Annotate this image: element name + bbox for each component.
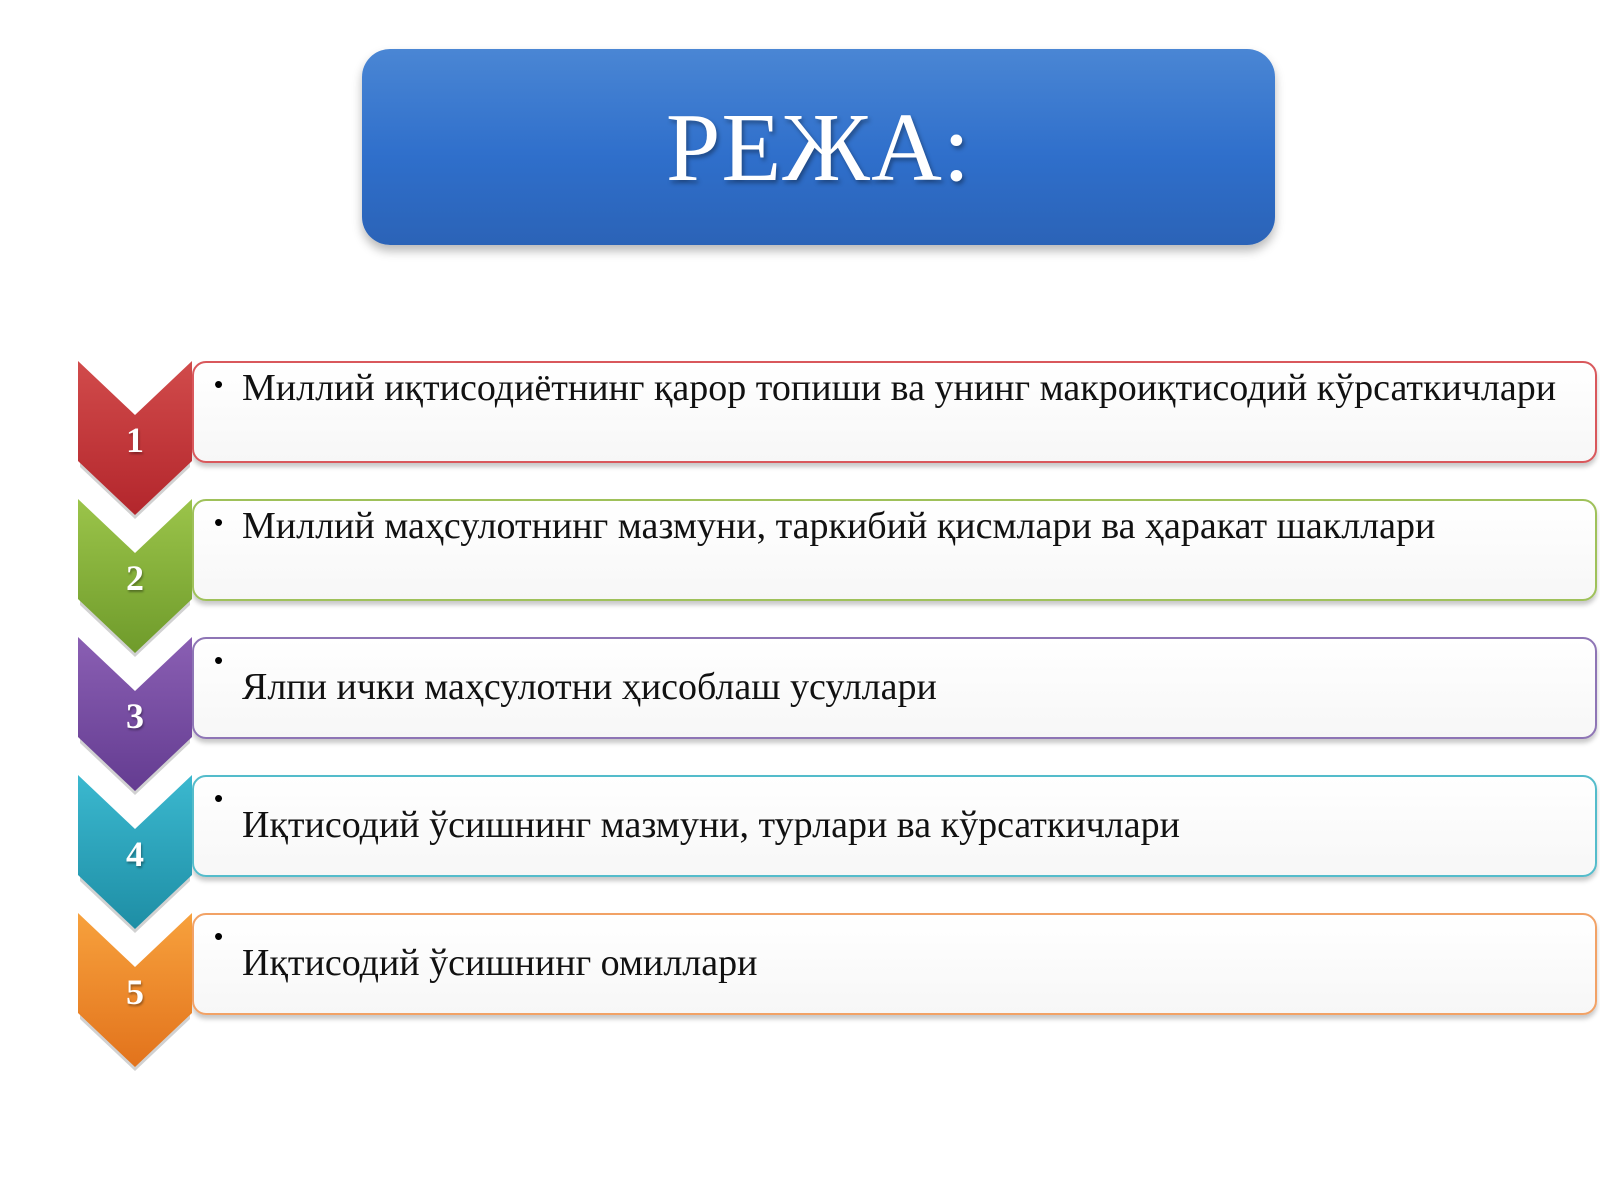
- bullet-icon: •: [214, 369, 224, 399]
- plan-item-number: 1: [126, 420, 144, 460]
- plan-item-text: Миллий маҳсулотнинг мазмуни, таркибий қисмлари ва ҳаракат шакллари: [242, 505, 1436, 547]
- plan-item-number: 4: [126, 834, 144, 874]
- bullet-icon: •: [214, 645, 224, 675]
- plan-item-text: Иқтисодий ўсишнинг мазмуни, турлари ва кўрсаткичлари: [242, 804, 1180, 846]
- plan-item-number: 5: [126, 972, 144, 1012]
- bullet-icon: •: [214, 921, 224, 951]
- title-banner: [362, 49, 1275, 245]
- plan-item-box: [192, 499, 1597, 601]
- plan-item-number: 2: [126, 558, 144, 598]
- plan-item-box: [192, 775, 1597, 877]
- plan-item-box: [192, 361, 1597, 463]
- plan-item-text: Миллий иқтисодиётнинг қарор топиши ва унинг макроиқтисодий кўрсаткичлари: [242, 367, 1557, 409]
- bullet-icon: •: [214, 507, 224, 537]
- plan-item-text: Ялпи ички маҳсулотни ҳисоблаш усуллари: [242, 666, 937, 708]
- plan-item-text: Иқтисодий ўсишнинг омиллари: [242, 942, 758, 984]
- bullet-icon: •: [214, 783, 224, 813]
- plan-item-number: 3: [126, 696, 144, 736]
- plan-item-box: [192, 637, 1597, 739]
- slide-title: РЕЖА:: [665, 94, 972, 202]
- plan-item-5: [78, 913, 1523, 1083]
- plan-item-box: [192, 913, 1597, 1015]
